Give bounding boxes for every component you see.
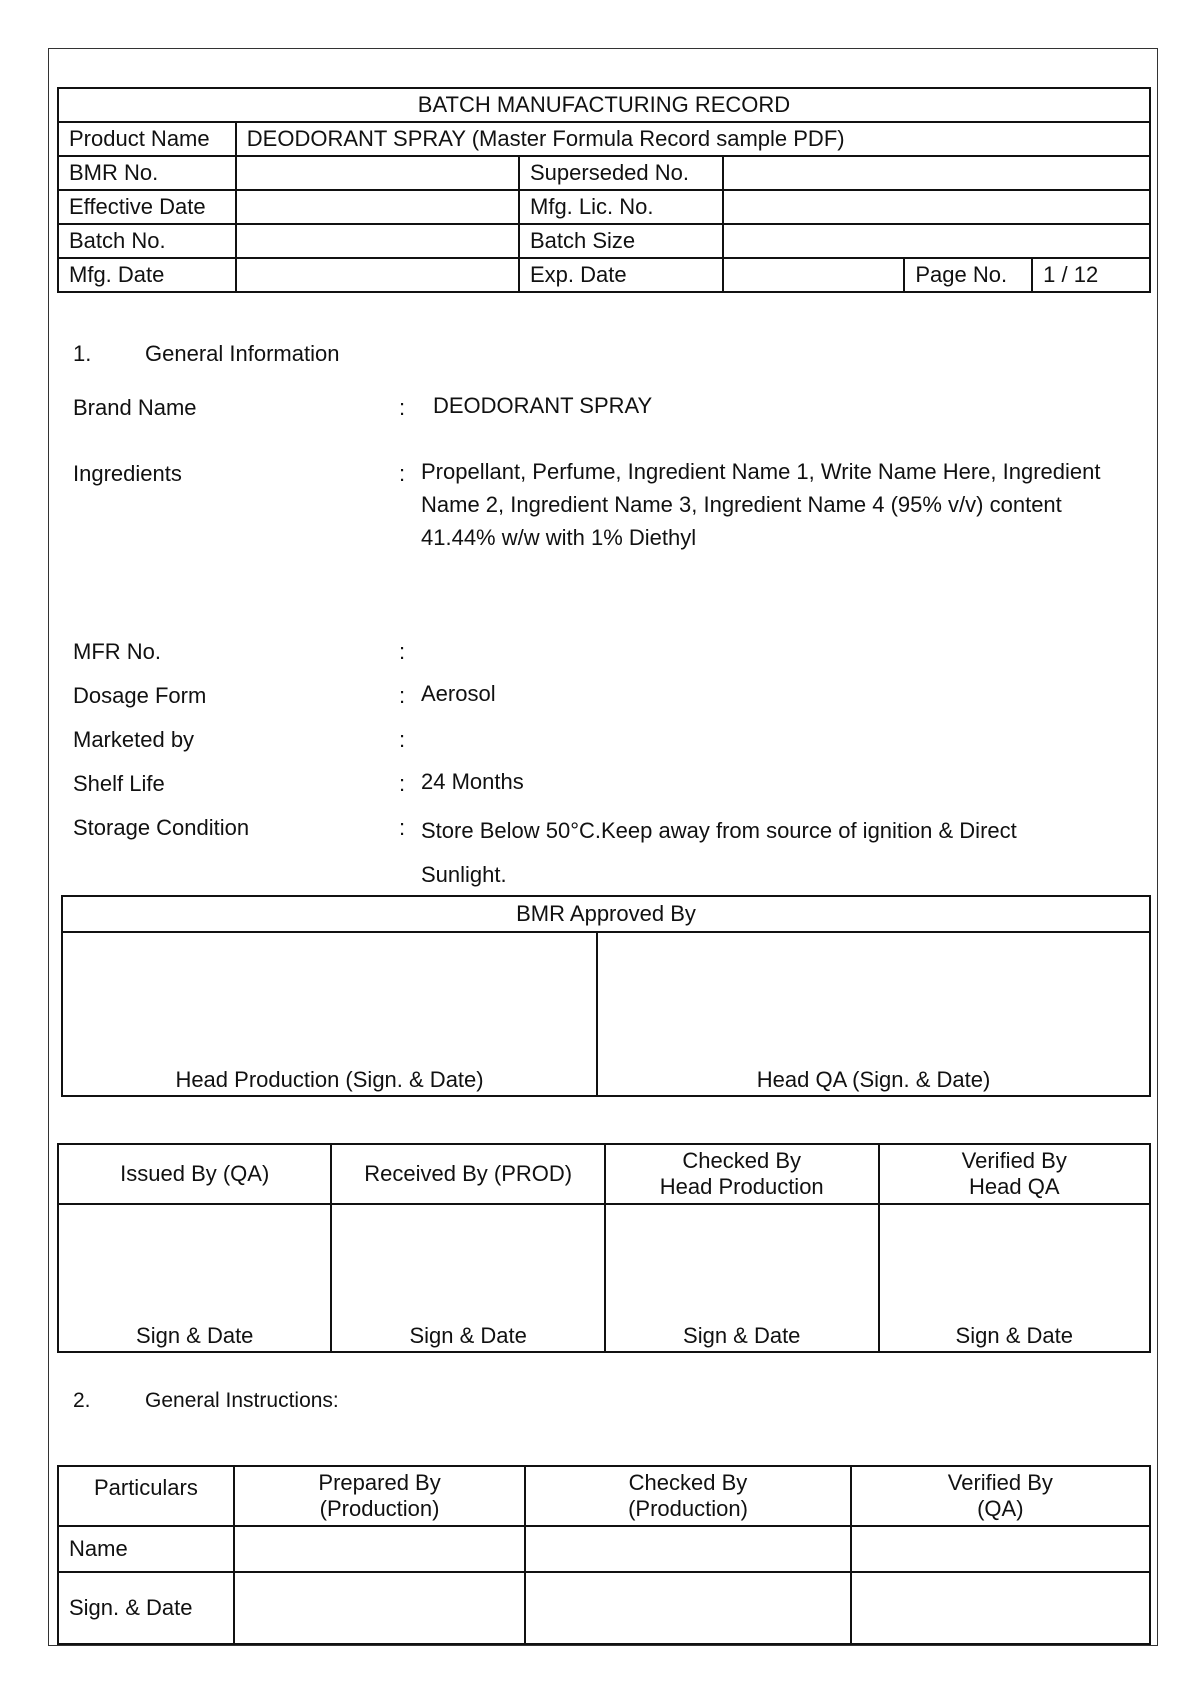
prepared-by-header: Prepared By (Production) <box>234 1466 525 1526</box>
approval-title: BMR Approved By <box>62 896 1150 932</box>
header-table <box>57 87 1151 293</box>
section-1-heading <box>73 341 339 367</box>
page-no-value: 1 / 12 <box>1032 258 1150 292</box>
bmr-approval-table <box>61 895 1151 1097</box>
shelf-life-value: 24 Months <box>421 769 524 794</box>
section-number: 2. <box>73 1389 91 1412</box>
prepared-sign-field[interactable] <box>234 1572 525 1644</box>
sign-date-label: Sign & Date <box>683 1323 801 1348</box>
record-title: BATCH MANUFACTURING RECORD <box>58 88 1150 122</box>
sign-date-label: Sign & Date <box>136 1323 254 1348</box>
superseded-label: Superseded No. <box>519 156 723 190</box>
bmr-no-label: BMR No. <box>58 156 236 190</box>
checked-name-field[interactable] <box>525 1526 850 1572</box>
sign-date-label: Sign & Date <box>955 1323 1073 1348</box>
section-title: General Information <box>145 341 340 366</box>
marketed-by-label: Marketed by <box>73 727 195 752</box>
bmr-no-field[interactable] <box>236 156 519 190</box>
page-no-label: Page No. <box>904 258 1032 292</box>
batch-no-field[interactable] <box>236 224 519 258</box>
product-name-value: DEODORANT SPRAY (Master Formula Record sample PDF) <box>236 122 1150 156</box>
head-production-label: Head Production (Sign. & Date) <box>175 1067 484 1092</box>
mfr-no-label: MFR No. <box>73 639 161 664</box>
sign-date-label: Sign & Date <box>409 1323 527 1348</box>
particulars-table <box>57 1465 1151 1645</box>
checked-sign-cell[interactable] <box>605 1204 879 1352</box>
section-2-heading <box>73 1389 339 1413</box>
verified-by-header: Verified By (QA) <box>851 1466 1150 1526</box>
document-page: BATCH MANUFACTURING RECORD Product Name DEODORANT SPRAY (Master Formula Record sample PDF) BMR No. Superseded No. Effective Date Mfg. Lic. No. Batch No. Batch Size Mfg. Date Exp. Date Page No. 1 / 12 1. General Information Brand Name : DEODORANT SPRAY Ingredients : Propellant, Perfume, Ingredient Name 1, Write Name Here, Ingredient Name 2, Ingredient Name 3, Ingredient Name 4 (95% v/v) content 41.44% w/w with 1% Diethyl MFR No. : Dosage Form : Aerosol Marketed by : Shelf Life : 24 Months Storage Condition : Store Below 50°C.Keep away from source of ignition & Direct Sunlight. BMR Approved By Head Production (Sign. & Date) Head QA (Sign. & Date) Issued By (QA) Received By (PROD) Checked By Head Production Verified By Head QA Sign & Date Sign & Date Sign & Date Sign & Date 2. General Instructions: Particulars Prepared By (Production) Checked By (Production) Verified By (QA) Name Sign. & Date <box>48 48 1158 1646</box>
particulars-header: Particulars <box>58 1466 234 1526</box>
verified-sign-field[interactable] <box>851 1572 1150 1644</box>
ingredients-value: Propellant, Perfume, Ingredient Name 1, Write Name Here, Ingredient Name 2, Ingredient Name 3, Ingredient Name 4 (95% v/v) content 41.44% w/w with 1% Diethyl <box>421 459 1101 550</box>
verified-by-header: Verified By Head QA <box>879 1144 1151 1204</box>
mfg-lic-field[interactable] <box>723 190 1150 224</box>
checked-by-header: Checked By (Production) <box>525 1466 850 1526</box>
section-number: 1. <box>73 341 92 366</box>
mfg-date-label: Mfg. Date <box>58 258 236 292</box>
name-row-label: Name <box>58 1526 234 1572</box>
ingredients-label: Ingredients <box>73 461 182 486</box>
section-title: General Instructions: <box>145 1389 339 1412</box>
effective-date-field[interactable] <box>236 190 519 224</box>
issued-sign-cell[interactable] <box>58 1204 331 1352</box>
issued-by-header: Issued By (QA) <box>58 1144 331 1204</box>
head-qa-label: Head QA (Sign. & Date) <box>756 1067 991 1092</box>
superseded-field[interactable] <box>723 156 1150 190</box>
batch-no-label: Batch No. <box>58 224 236 258</box>
prepared-name-field[interactable] <box>234 1526 525 1572</box>
storage-condition-label: Storage Condition <box>73 815 250 840</box>
brand-name-label: Brand Name <box>73 395 197 420</box>
received-sign-cell[interactable] <box>331 1204 605 1352</box>
batch-size-label: Batch Size <box>519 224 723 258</box>
checked-by-header: Checked By Head Production <box>605 1144 879 1204</box>
product-name-label: Product Name <box>58 122 236 156</box>
mfg-lic-label: Mfg. Lic. No. <box>519 190 723 224</box>
dosage-form-label: Dosage Form <box>73 683 207 708</box>
signoff-table <box>57 1143 1151 1353</box>
head-production-sign-cell[interactable] <box>62 932 597 1096</box>
mfg-date-field[interactable] <box>236 258 519 292</box>
verified-name-field[interactable] <box>851 1526 1150 1572</box>
shelf-life-label: Shelf Life <box>73 771 165 796</box>
sign-date-row-label: Sign. & Date <box>58 1572 234 1644</box>
storage-condition-value: Store Below 50°C.Keep away from source of ignition & Direct Sunlight. <box>421 818 1017 887</box>
received-by-header: Received By (PROD) <box>331 1144 605 1204</box>
exp-date-field[interactable] <box>723 258 905 292</box>
checked-sign-field[interactable] <box>525 1572 850 1644</box>
exp-date-label: Exp. Date <box>519 258 723 292</box>
brand-name-value: DEODORANT SPRAY <box>433 393 653 418</box>
dosage-form-value: Aerosol <box>421 681 496 706</box>
effective-date-label: Effective Date <box>58 190 236 224</box>
batch-size-field[interactable] <box>723 224 1150 258</box>
verified-sign-cell[interactable] <box>879 1204 1151 1352</box>
head-qa-sign-cell[interactable] <box>597 932 1150 1096</box>
